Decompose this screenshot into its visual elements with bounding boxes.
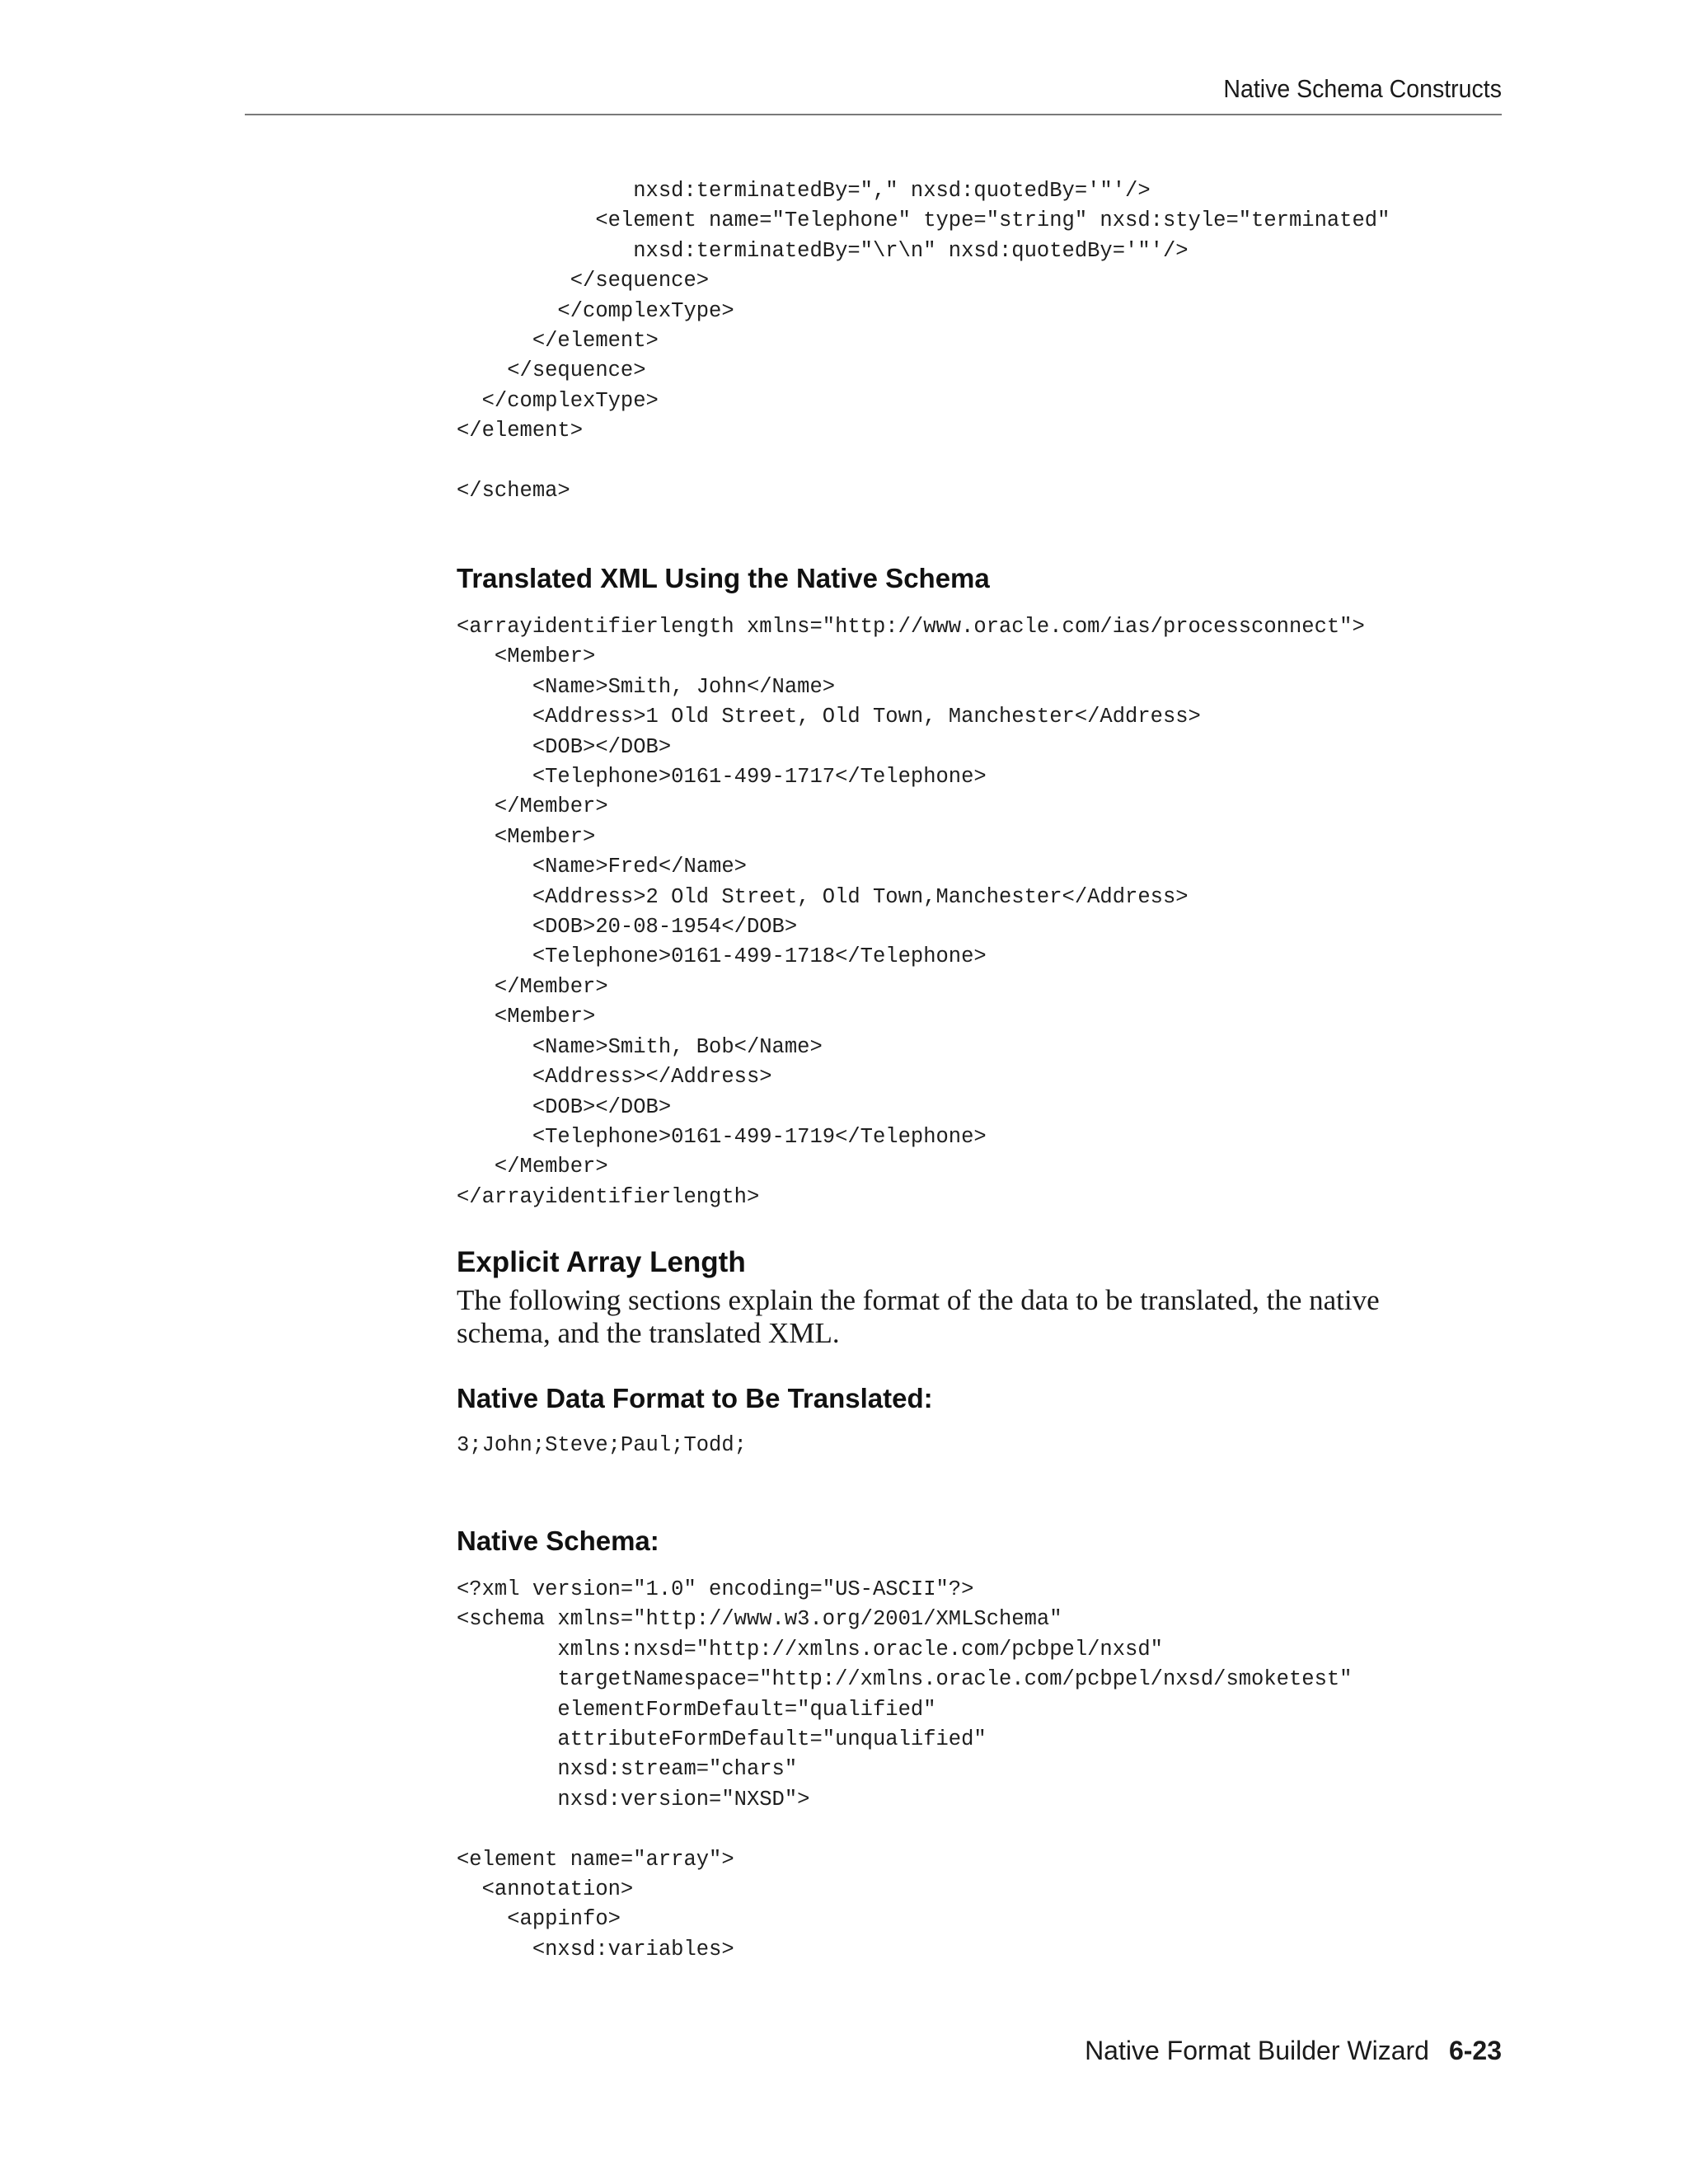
explicit-array-length-paragraph: The following sections explain the format of the data to be translated, the native schema, and the translated XML. — [457, 1284, 1380, 1349]
translated-xml-heading: Translated XML Using the Native Schema — [457, 563, 990, 593]
footer-chapter-title: Native Format Builder Wizard — [1085, 2036, 1429, 2065]
running-header: Native Schema Constructs — [1223, 74, 1502, 103]
explicit-array-length-heading: Explicit Array Length — [457, 1246, 746, 1278]
native-schema-heading: Native Schema: — [457, 1526, 659, 1556]
header-divider — [245, 114, 1502, 115]
schema-code-continuation: nxsd:terminatedBy="," nxsd:quotedBy='"'/> <element name="Telephone" type="string" nxsd:style="terminated" nxsd:terminatedBy="\r\n" nxsd:quotedBy='"'/> </sequence> </complexType> </element> </sequence> </complexType> </element> </schema> — [457, 179, 1390, 504]
native-data-code: 3;John;Steve;Paul;Todd; — [457, 1433, 747, 1457]
page-footer — [1085, 2034, 1502, 2067]
page-number: 6-23 — [1448, 2036, 1502, 2065]
native-schema-code: <?xml version="1.0" encoding="US-ASCII"?> <schema xmlns="http://www.w3.org/2001/XMLSchema" xmlns:nxsd="http://xmlns.oracle.com/pcbpel/nxsd" targetNamespace="http://xmlns.oracle.com/pcbpel/nxsd/smoketest" elementFormDefault="qualified" attributeFormDefault="unqualified" nxsd:stream="chars" nxsd:version="NXSD"> <element name="array"> <annotation> <appinfo> <nxsd:variables> — [457, 1577, 1353, 1961]
translated-xml-code: <arrayidentifierlength xmlns="http://www.oracle.com/ias/processconnect"> <Member> <Name>Smith, John</Name> <Address>1 Old Street, Old Town, Manchester</Address> <DOB></DOB> <Telephone>0161-499-1717</Telephone> </Member> <Member> <Name>Fred</Name> <Address>2 Old Street, Old Town,Manchester</Address> <DOB>20-08-1954</DOB> <Telephone>0161-499-1718</Telephone> </Member> <Member> <Name>Smith, Bob</Name> <Address></Address> <DOB></DOB> <Telephone>0161-499-1719</Telephone> </Member> </arrayidentifierlength> — [457, 615, 1365, 1209]
native-data-format-heading: Native Data Format to Be Translated: — [457, 1383, 933, 1413]
